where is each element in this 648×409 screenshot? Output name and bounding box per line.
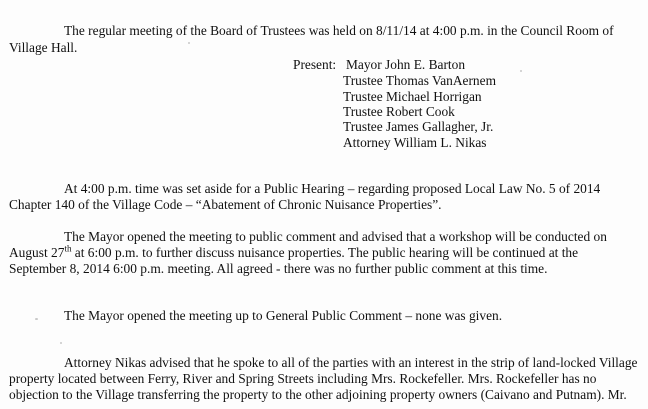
opening-paragraph-line-2: Village Hall. [9, 40, 78, 55]
scan-speck [35, 318, 38, 320]
ordinal-suffix: th [64, 243, 72, 254]
opening-paragraph-line-1: The regular meeting of the Board of Trustees was held on 8/11/14 at 4:00 p.m. in the Council Room of [64, 23, 614, 38]
public-comment-paragraph-line-2 [9, 245, 578, 261]
attorney-paragraph-line-2: property located between Ferry, River and Spring Streets including Mrs. Rockefeller. Mrs. Rockefeller has no [9, 371, 597, 386]
public-hearing-paragraph-line-2: Chapter 140 of the Village Code – “Abatement of Chronic Nuisance Properties”. [9, 197, 442, 212]
public-comment-paragraph-line-1: The Mayor opened the meeting to public comment and advised that a workshop will be conducted on [64, 229, 607, 244]
attendee-name: Trustee Michael Horrigan [343, 89, 482, 104]
scan-speck [520, 70, 522, 72]
attendee-name: Trustee Robert Cook [343, 104, 455, 119]
date-continuation-text: at 6:00 p.m. to further discuss nuisance properties. The public hearing will be continued at the [71, 245, 579, 260]
attendee-name: Mayor John E. Barton [346, 57, 466, 72]
present-label: Present: [293, 57, 337, 72]
date-text: August 27 [9, 245, 65, 260]
attendee-name: Attorney William L. Nikas [343, 135, 487, 150]
scan-speck [60, 342, 62, 344]
public-comment-paragraph-line-3: September 8, 2014 6:00 p.m. meeting. All agreed - there was no further public comment at this time. [9, 261, 548, 276]
public-hearing-paragraph-line-1: At 4:00 p.m. time was set aside for a Public Hearing – regarding proposed Local Law No. 5 of 2014 [64, 181, 601, 196]
attorney-paragraph-line-3: objection to the Village transferring the property to the other adjoining property owners (Caivano and Putnam). Mr. [9, 387, 627, 402]
attorney-paragraph-line-1: Attorney Nikas advised that he spoke to all of the parties with an interest in the strip of land-locked Village [64, 355, 638, 370]
scan-speck [188, 42, 190, 44]
general-comment-paragraph-line-1: The Mayor opened the meeting up to General Public Comment – none was given. [64, 308, 503, 323]
attendee-name: Trustee Thomas VanAernem [343, 73, 496, 88]
attendee-name: Trustee James Gallagher, Jr. [343, 119, 494, 134]
